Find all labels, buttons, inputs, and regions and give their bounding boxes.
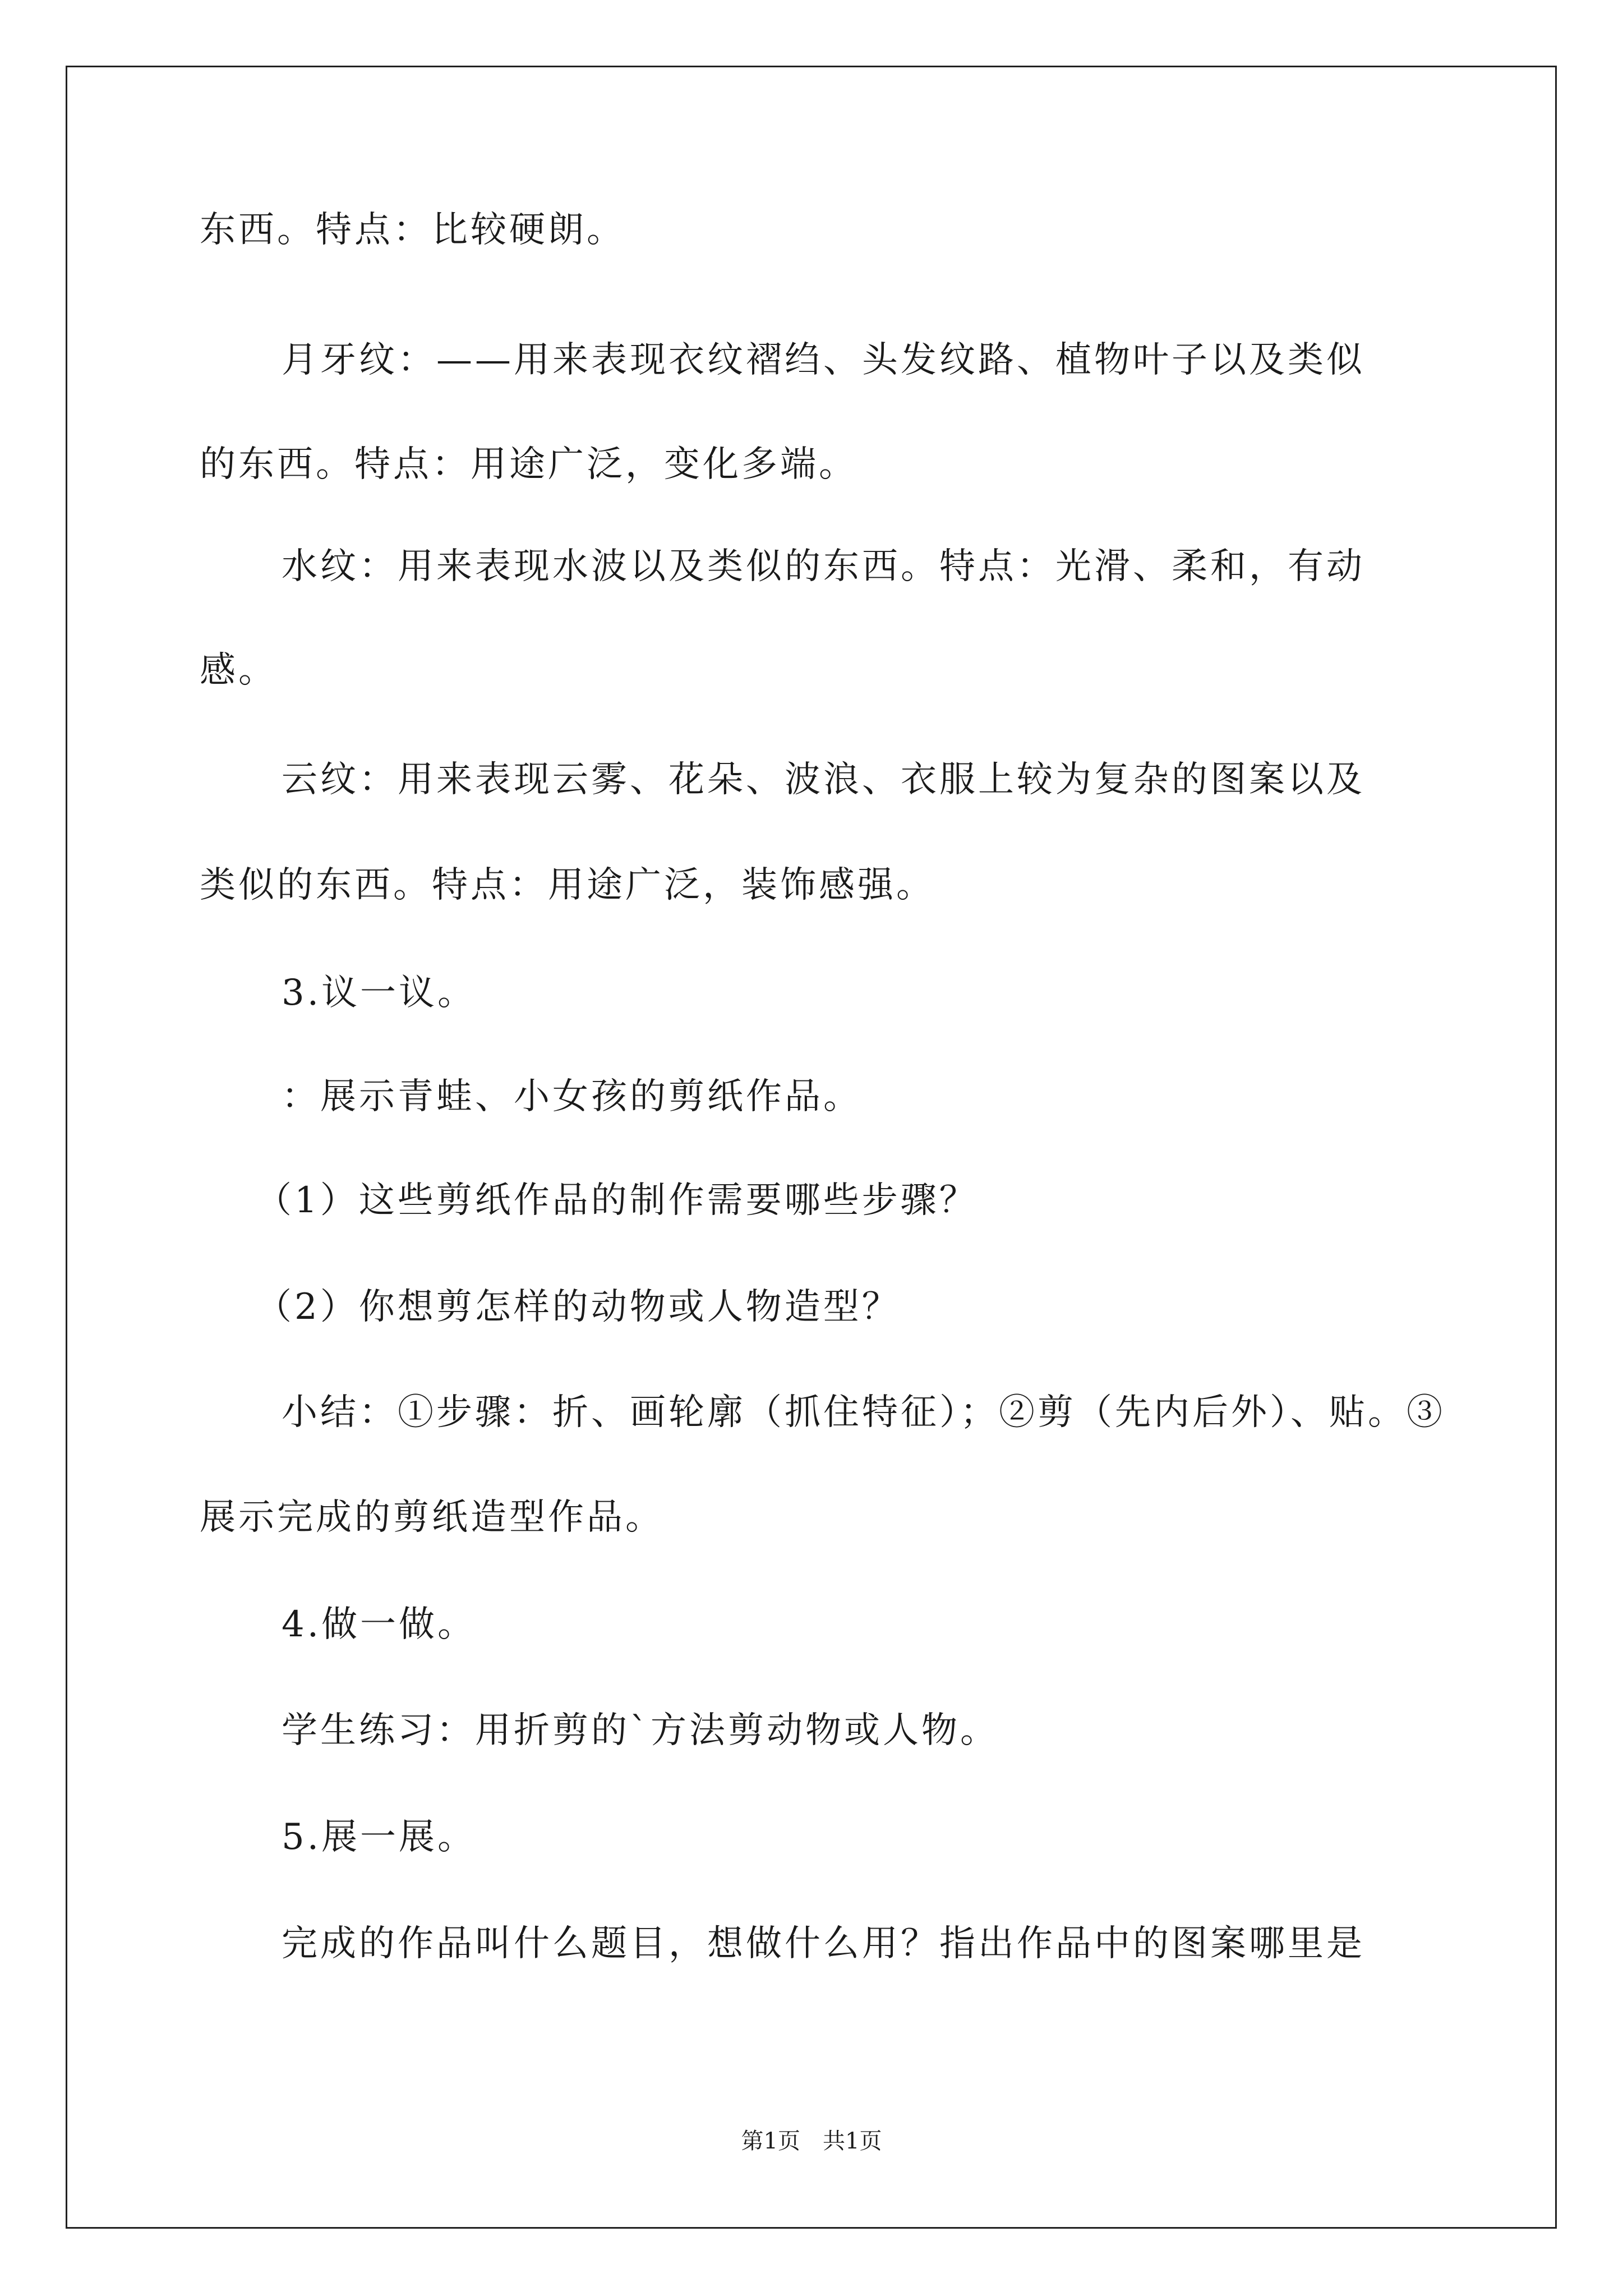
page-border xyxy=(66,66,1557,2229)
paragraph-line: 感。 xyxy=(200,650,277,691)
paragraph-line: 展示完成的剪纸造型作品。 xyxy=(200,1497,664,1538)
question-line: （1）这些剪纸作品的制作需要哪些步骤？ xyxy=(256,1180,978,1221)
question-line: （2）你想剪怎样的动物或人物造型？ xyxy=(256,1286,901,1328)
page-footer xyxy=(0,2127,1623,2155)
section-heading: 5.展一展。 xyxy=(282,1816,477,1858)
paragraph-line: 完成的作品叫什么题目，想做什么用？指出作品中的图案哪里是 xyxy=(282,1923,1365,1964)
page-number: 第1页 xyxy=(741,2128,800,2154)
paragraph-line: 小结：①步骤：折、画轮廓（抓住特征）；②剪（先内后外）、贴。③ xyxy=(282,1392,1445,1433)
paragraph-line: 学生练习：用折剪的`方法剪动物或人物。 xyxy=(282,1710,999,1751)
paragraph-line: 月牙纹：——用来表现衣纹褶绉、头发纹路、植物叶子以及类似 xyxy=(282,339,1365,381)
page-total: 共1页 xyxy=(823,2128,882,2154)
paragraph-line: 云纹：用来表现云雾、花朵、波浪、衣服上较为复杂的图案以及 xyxy=(282,759,1365,800)
paragraph-line: 东西。特点：比较硬朗。 xyxy=(200,209,625,251)
paragraph-line: 的东西。特点：用途广泛，变化多端。 xyxy=(200,444,857,485)
section-heading: 3.议一议。 xyxy=(282,972,477,1014)
paragraph-line: 水纹：用来表现水波以及类似的东西。特点：光滑、柔和，有动 xyxy=(282,546,1365,587)
paragraph-line: ：展示青蛙、小女孩的剪纸作品。 xyxy=(282,1076,862,1117)
paragraph-line: 类似的东西。特点：用途广泛，装饰感强。 xyxy=(200,864,935,906)
section-heading: 4.做一做。 xyxy=(282,1604,477,1645)
